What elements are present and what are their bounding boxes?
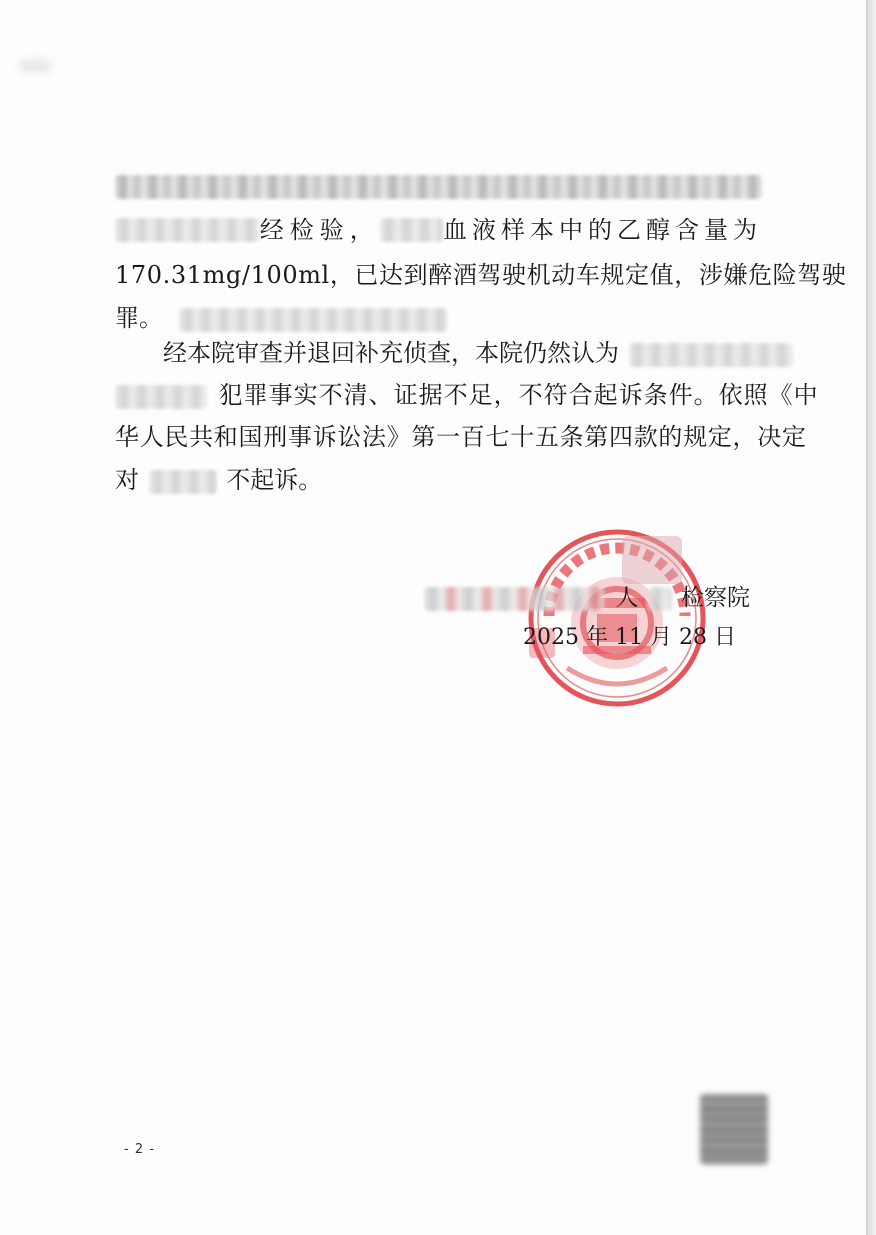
redaction-block [115, 218, 260, 242]
body-text: 血液样本中的乙醇含量为 [443, 216, 762, 244]
body-text: 罪。 [115, 304, 163, 332]
signature-org-text: 人 [615, 585, 639, 611]
page-number: - 2 - [124, 1142, 155, 1157]
body-line-2 [115, 208, 762, 252]
page-edge [867, 0, 876, 1235]
redaction-block [115, 385, 207, 409]
body-text: 经本院审查并退回补充侦查，本院仍然认为 [163, 339, 619, 367]
body-text: 对 [115, 466, 139, 494]
body-line-5 [163, 331, 793, 375]
redaction-block [648, 587, 672, 611]
signature-org-text: 检察院 [681, 585, 750, 611]
body-text: 犯罪事实不清、证据不足，不符合起诉条件。依照《中 [218, 381, 819, 409]
signature-org [424, 578, 750, 618]
body-text: 华人民共和国刑事诉讼法》第一百七十五条第四款的规定，决定 [115, 423, 807, 451]
redaction-block [115, 175, 762, 199]
redaction-block [380, 218, 443, 242]
body-text: 170.31mg/100ml，已达到醉酒驾驶机动车规定值，涉嫌危险驾驶 [115, 261, 847, 289]
redaction-block [629, 343, 793, 367]
body-text: 不起诉。 [226, 466, 323, 494]
redaction-block [424, 587, 604, 611]
redacted-line-1 [115, 163, 762, 207]
body-line-3 [115, 253, 846, 297]
redaction-block [149, 470, 217, 494]
signature-date: 2025 年 11 月 28 日 [523, 625, 736, 650]
body-line-6 [115, 373, 819, 417]
body-text: 经检验， [259, 216, 380, 244]
redaction-block [179, 308, 447, 332]
body-line-7 [115, 415, 807, 459]
body-line-8 [115, 458, 322, 502]
qr-code-icon [700, 1094, 768, 1164]
scan-smudge [20, 60, 50, 72]
